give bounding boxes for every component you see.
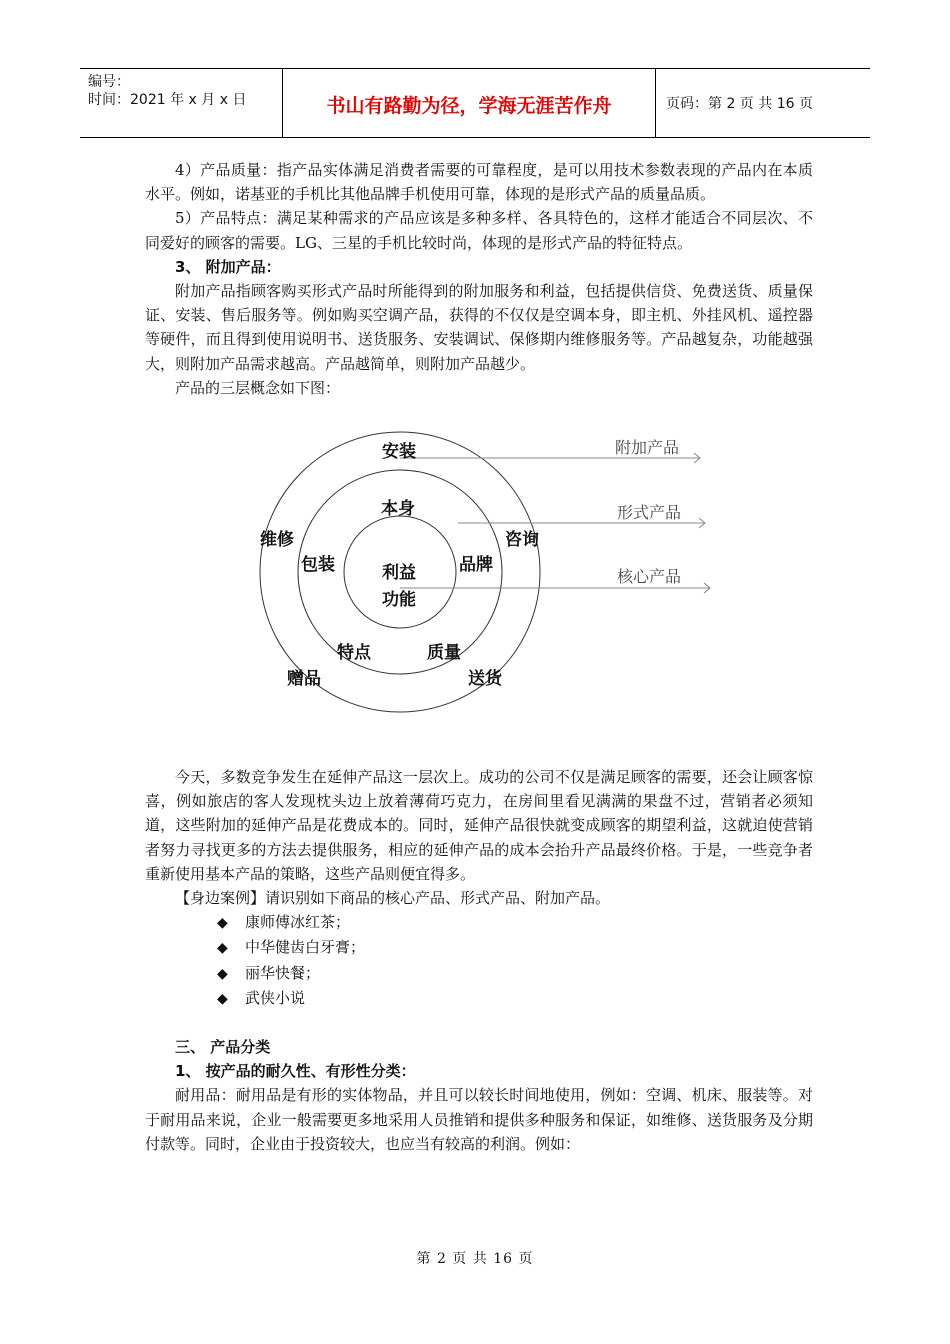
label-brand: 品牌 (459, 555, 493, 576)
paragraph-quality: 4）产品质量：指产品实体满足消费者需要的可靠程度，是可以用技术参数表现的产品内在本质水平。例如，诺基亚的手机比其他品牌手机使用可靠，体现的是形式产品的质量品质。 (145, 161, 813, 204)
document-number-label: 编号： (88, 74, 130, 90)
paragraph-diagram-intro: 产品的三层概念如下图： (175, 378, 341, 397)
label-gift: 赠品 (287, 669, 321, 690)
list-item: ◆ 丽华快餐； (145, 961, 813, 986)
list-item: ◆ 康师傅冰红茶； (145, 910, 813, 935)
label-repair: 维修 (260, 530, 294, 551)
label-itself: 本身 (381, 499, 415, 520)
three-level-diagram (145, 400, 813, 765)
list-item: ◆ 中华健齿白牙膏； (145, 935, 813, 960)
diamond-bullet-icon: ◆ (217, 940, 228, 957)
page-footer: 第 2 页 共 16 页 (416, 1251, 534, 1267)
label-consult: 咨询 (505, 530, 539, 551)
paragraph-durable-goods: 耐用品：耐用品是有形的实体物品，并且可以较长时间地使用，例如：空调、机床、服装等。对于耐用品来说，企业一般需要更多地采用人员推销和提供多种服务和保证，如维修、送货服务及分期付款等。同时，企业由于投资较大，也应当有较高的利润。例如： (145, 1086, 813, 1153)
label-benefit: 利益 (382, 563, 416, 584)
legend-core-product: 核心产品 (617, 567, 682, 587)
heading-addon-product: 3、 附加产品： (175, 257, 281, 276)
label-packaging: 包装 (301, 555, 335, 576)
document-body (145, 158, 813, 1156)
label-feature: 特点 (337, 643, 371, 664)
paragraph-competition: 今天，多数竞争发生在延伸产品这一层次上。成功的公司不仅是满足顾客的需要，还会让顾客惊喜，例如旅店的客人发现枕头边上放着薄荷巧克力，在房间里看见满满的果盘不过，营销者必须知道，这些附加的延伸产品是花费成本的。同时，延伸产品很快就变成顾客的期望利益，这就迫使营销者努力寻找更多的方法去提供服务，相应的延伸产品的成本会抬升产品最终价格。于是，一些竞争者重新使用基本产品的策略，这些产品则便宜得多。 (145, 768, 813, 883)
paragraph-addon: 附加产品指顾客购买形式产品时所能得到的附加服务和利益，包括提供信贷、免费送货、质量保证、安装、售后服务等。例如购买空调产品，获得的不仅仅是空调本身，即主机、外挂风机、遥控器等硬件，而且得到使用说明书、送货服务、安装调试、保修期内维修服务等。产品越复杂，功能越强大，则附加产品需求越高。产品越简单，则附加产品越少。 (145, 282, 813, 373)
document-date-label: 时间：2021 年 x 月 x 日 (88, 92, 247, 108)
paragraph-case: 【身边案例】请识别如下商品的核心产品、形式产品、附加产品。 (175, 889, 611, 908)
legend-addon-product: 附加产品 (615, 438, 680, 458)
header-page-cell (656, 69, 870, 137)
three-level-diagram-svg (145, 400, 813, 765)
label-function: 功能 (382, 590, 416, 611)
header-motto-cell (283, 69, 656, 137)
heading-product-classification: 三、 产品分类 (175, 1038, 271, 1057)
diamond-bullet-icon: ◆ (217, 965, 228, 982)
label-install: 安装 (382, 442, 416, 463)
header-motto: 书山有路勤为径，学海无涯苦作舟 (326, 95, 612, 117)
list-item: ◆ 武侠小说 (145, 986, 813, 1011)
heading-durability: 1、 按产品的耐久性、有形性分类： (175, 1062, 416, 1081)
page-header (80, 68, 870, 138)
label-quality: 质量 (427, 643, 461, 664)
diamond-bullet-icon: ◆ (217, 990, 228, 1007)
legend-form-product: 形式产品 (617, 503, 682, 523)
label-delivery: 送货 (468, 669, 502, 690)
header-meta-cell (80, 69, 283, 137)
diamond-bullet-icon: ◆ (217, 915, 228, 932)
paragraph-features: 5）产品特点：满足某种需求的产品应该是多种多样、各具特色的，这样才能适合不同层次、不同爱好的顾客的需要。LG、三星的手机比较时尚，体现的是形式产品的特征特点。 (145, 209, 813, 252)
header-page-number: 页码：第 2 页 共 16 页 (666, 96, 813, 112)
